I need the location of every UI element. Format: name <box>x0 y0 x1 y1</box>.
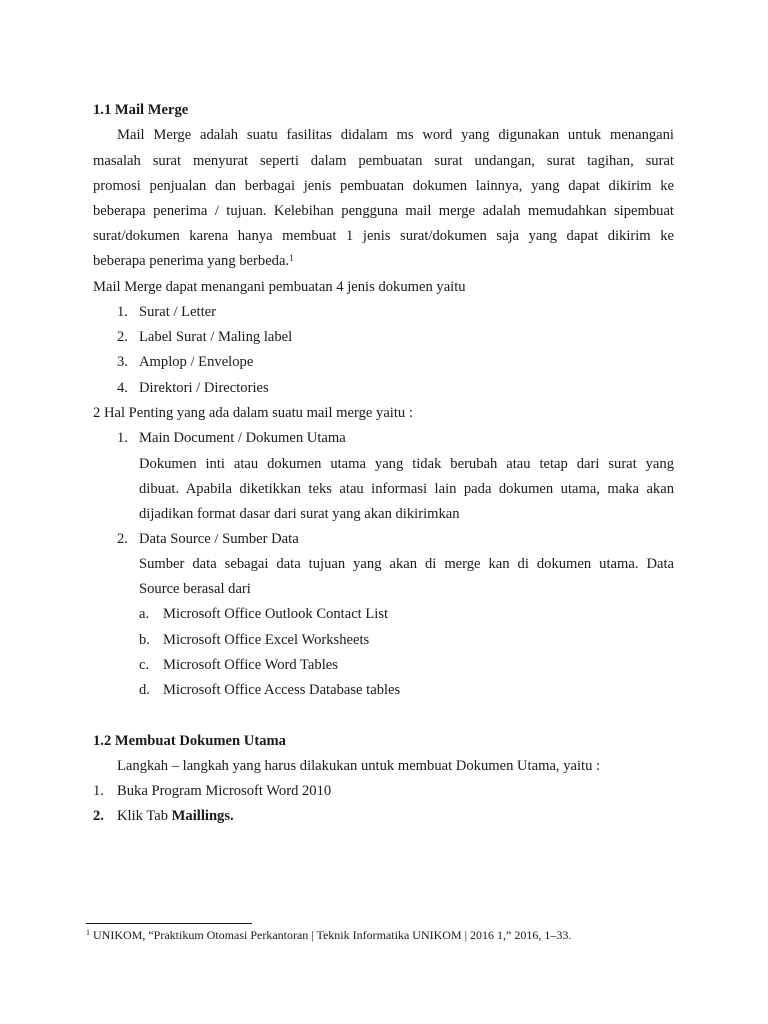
type-item-4-text: Direktori / Directories <box>139 380 269 396</box>
section-heading-mail-merge: 1.1 Mail Merge <box>93 102 189 118</box>
list-number: 2. <box>117 329 128 345</box>
important-item-2-desc-1: Sumber data sebagai data tujuan yang akan di merge kan di dokumen utama. Data <box>139 556 674 572</box>
important-item-1-num: 1. <box>117 430 128 446</box>
source-item-a-text: Microsoft Office Outlook Contact List <box>163 606 389 622</box>
para1-line-5: surat/dokumen karena hanya membuat 1 jenis surat/dokumen saja yang dapat dikirim ke <box>93 228 674 244</box>
footnote-number: 1 <box>86 928 90 937</box>
list-number: 4. <box>117 380 128 396</box>
para1-line-1: Mail Merge adalah suatu fasilitas didalam ms word yang digunakan untuk menangani <box>117 127 674 143</box>
step-1-text: Buka Program Microsoft Word 2010 <box>117 783 332 799</box>
type-item-3 <box>117 353 128 371</box>
important-item-2-num: 2. <box>117 531 128 547</box>
source-item-b-text: Microsoft Office Excel Worksheets <box>163 632 370 648</box>
step-2-bold-text: Maillings. <box>171 808 234 824</box>
para1-line-6 <box>93 252 294 270</box>
step-2 <box>117 807 234 825</box>
type-item-2 <box>117 328 128 346</box>
type-item-3-text: Amplop / Envelope <box>139 354 254 370</box>
footnote-separator <box>86 923 252 924</box>
important-item-1-desc-2: dibuat. Apabila diketikkan teks atau informasi lain pada dokumen utama, maka akan <box>139 481 674 497</box>
source-item-a-num: a. <box>139 606 150 622</box>
section-heading-membuat-dokumen: 1.2 Membuat Dokumen Utama <box>93 733 286 749</box>
source-item-d-num: d. <box>139 682 150 698</box>
important-item-1-desc-3: dijadikan format dasar dari surat yang akan dikirimkan <box>139 506 460 522</box>
source-item-c-text: Microsoft Office Word Tables <box>163 657 338 673</box>
types-intro: Mail Merge dapat menangani pembuatan 4 jenis dokumen yaitu <box>93 279 466 295</box>
source-item-d-text: Microsoft Office Access Database tables <box>163 682 401 698</box>
footnote <box>86 927 571 943</box>
step-2-text: Klik Tab <box>117 808 172 824</box>
section2-intro: Langkah – langkah yang harus dilakukan untuk membuat Dokumen Utama, yaitu : <box>117 758 601 774</box>
step-2-num: 2. <box>93 808 104 824</box>
para1-line-4: beberapa penerima / tujuan. Kelebihan pengguna mail merge adalah memudahkan sipembuat <box>93 203 674 219</box>
source-item-c-num: c. <box>139 657 150 673</box>
important-intro: 2 Hal Penting yang ada dalam suatu mail merge yaitu : <box>93 405 413 421</box>
para1-line-2: masalah surat menyurat seperti dalam pembuatan surat undangan, surat tagihan, surat <box>93 153 674 169</box>
type-item-1-text: Surat / Letter <box>139 304 216 320</box>
list-number: 3. <box>117 354 128 370</box>
source-item-b-num: b. <box>139 632 150 648</box>
important-item-1-desc-1: Dokumen inti atau dokumen utama yang tidak berubah atau tetap dari surat yang <box>139 456 674 472</box>
important-item-2-desc-2: Source berasal dari <box>139 581 251 597</box>
important-item-1-title: Main Document / Dokumen Utama <box>139 430 346 446</box>
para1-line-6-text: beberapa penerima yang berbeda. <box>93 253 290 269</box>
footnote-text: UNIKOM, “Praktikum Otomasi Perkantoran | Teknik Informatika UNIKOM | 2016 1,” 2016, 1–33. <box>90 928 572 942</box>
important-item-2-title: Data Source / Sumber Data <box>139 531 299 547</box>
type-item-4 <box>117 379 128 397</box>
type-item-2-text: Label Surat / Maling label <box>139 329 293 345</box>
footnote-reference[interactable]: 1 <box>289 253 294 263</box>
list-number: 1. <box>117 304 128 320</box>
type-item-1 <box>117 303 128 321</box>
para1-line-3: promosi penjualan dan berbagai jenis pembuatan dokumen lainnya, yang dapat dikirim ke <box>93 178 674 194</box>
step-1-num: 1. <box>93 783 104 799</box>
